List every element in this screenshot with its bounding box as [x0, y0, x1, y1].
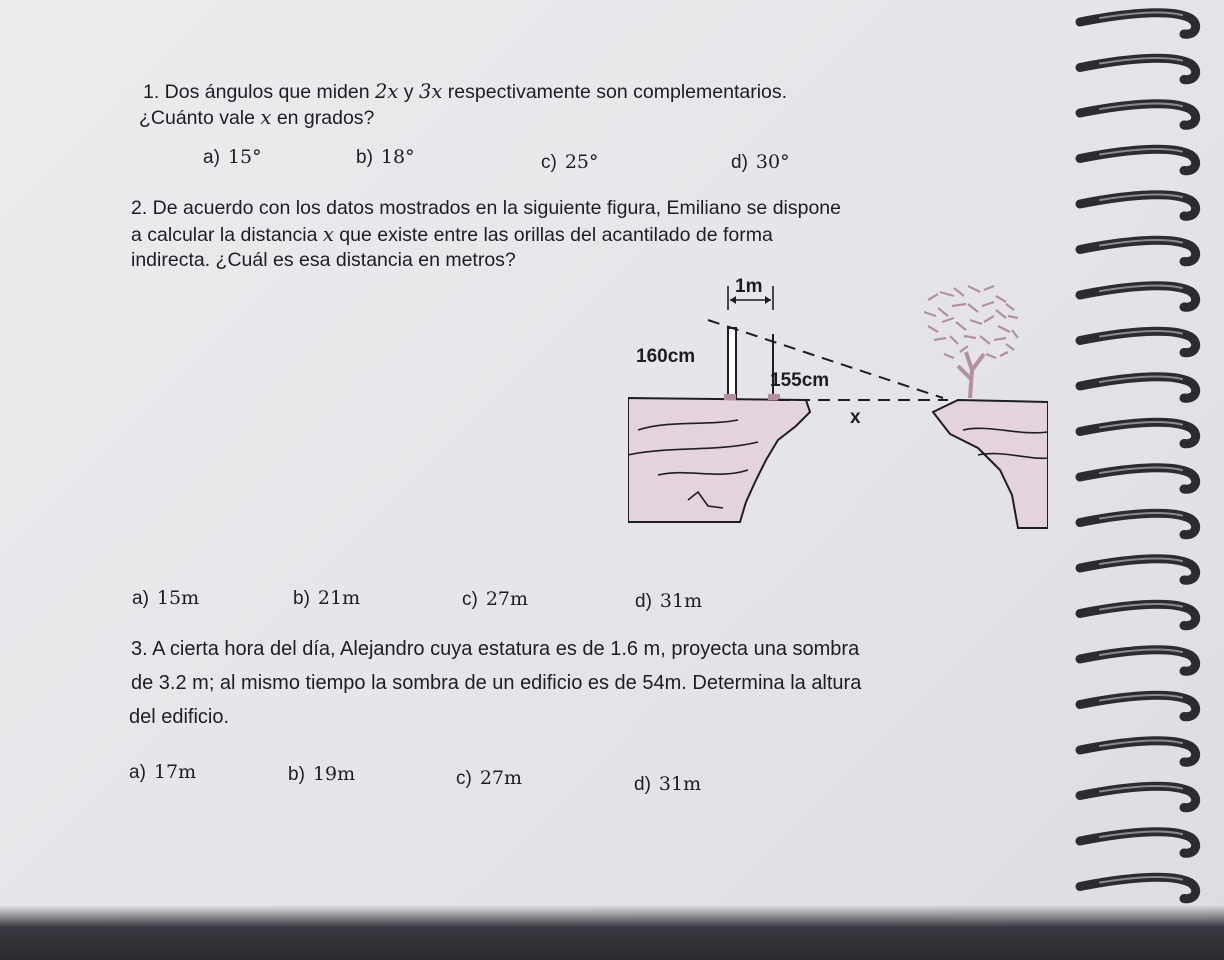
measuring-stick — [728, 328, 736, 399]
spiral-coil — [1080, 13, 1196, 34]
spiral-coil — [1080, 741, 1196, 762]
q2-option-c[interactable]: c) 27m — [462, 588, 529, 610]
q3-option-c[interactable]: c) 27m — [456, 767, 523, 789]
spiral-coil — [1080, 422, 1196, 443]
label-1m: 1m — [735, 276, 763, 297]
spiral-coil — [1080, 104, 1196, 125]
desk-edge — [0, 905, 1224, 960]
label-155cm: 155cm — [770, 370, 830, 391]
label-160cm: 160cm — [636, 346, 696, 367]
q1-line2: ¿Cuánto vale x en grados? — [139, 106, 375, 129]
q3-option-b[interactable]: b) 19m — [288, 763, 356, 785]
spiral-coil — [1080, 877, 1196, 898]
spiral-binding — [1060, 0, 1224, 960]
q3-line1: 3. A cierta hora del día, Alejandro cuya estatura es de 1.6 m, proyecta una sombra — [131, 638, 860, 660]
q2-option-d[interactable]: d) 31m — [635, 590, 703, 612]
q1-line1: 1. Dos ángulos que miden 2x y 3x respectivamente son complementarios. — [143, 80, 788, 103]
spiral-coil — [1080, 286, 1196, 307]
spiral-coil — [1080, 377, 1196, 398]
q1-option-d[interactable]: d) 30° — [731, 151, 790, 173]
spiral-coil — [1080, 695, 1196, 716]
left-cliff — [628, 398, 810, 522]
spiral-coil — [1080, 58, 1196, 79]
stick-base — [724, 394, 736, 400]
q3-line2: de 3.2 m; al mismo tiempo la sombra de un edificio es de 54m. Determina la altura — [131, 672, 862, 694]
spiral-coil — [1080, 559, 1196, 580]
spiral-coil — [1080, 468, 1196, 489]
tree-canopy — [924, 286, 1018, 358]
cliff-figure — [628, 270, 1048, 530]
spiral-coil — [1080, 240, 1196, 261]
q2-line2: a calcular la distancia x que existe entre las orillas del acantilado de forma — [131, 223, 773, 246]
q3-line3: del edificio. — [129, 706, 230, 728]
q1-option-b[interactable]: b) 18° — [356, 146, 415, 168]
spiral-coil — [1080, 195, 1196, 216]
q2-line3: indirecta. ¿Cuál es esa distancia en metros? — [131, 249, 516, 271]
tree-trunk — [958, 352, 984, 398]
spiral-coil — [1080, 786, 1196, 807]
spiral-coil — [1080, 832, 1196, 853]
q3-option-a[interactable]: a) 17m — [129, 761, 197, 783]
q1-option-a[interactable]: a) 15° — [203, 146, 262, 168]
spiral-coil — [1080, 331, 1196, 352]
spiral-coil — [1080, 149, 1196, 170]
label-x: x — [850, 407, 861, 428]
spiral-coil — [1080, 513, 1196, 534]
q2-option-a[interactable]: a) 15m — [132, 587, 200, 609]
q1-option-c[interactable]: c) 25° — [541, 151, 599, 173]
right-cliff — [933, 400, 1048, 528]
q2-line1: 2. De acuerdo con los datos mostrados en la siguiente figura, Emiliano se dispone — [131, 197, 841, 219]
q3-option-d[interactable]: d) 31m — [634, 773, 702, 795]
q2-option-b[interactable]: b) 21m — [293, 587, 361, 609]
spiral-coil — [1080, 604, 1196, 625]
spiral-coil — [1080, 650, 1196, 671]
